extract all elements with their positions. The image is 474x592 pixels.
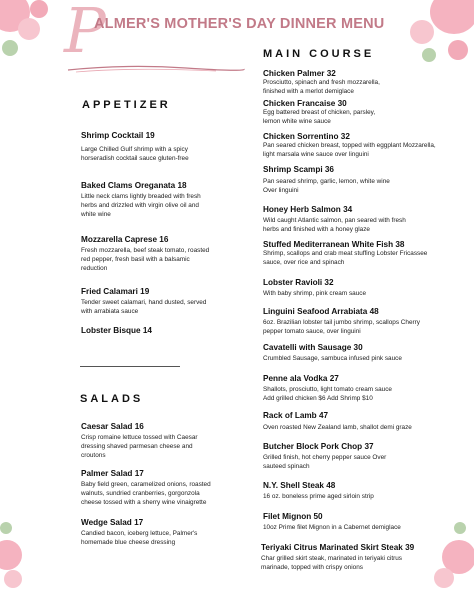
item-desc: Pan seared chicken breast, topped with eggplant Mozzarella, light marsala wine sauce over linguini — [263, 142, 436, 158]
item-name: Palmer Salad 17 — [81, 469, 144, 478]
item-name: Baked Clams Oreganata 18 — [81, 181, 187, 190]
item-desc: Fresh mozzarella, beef steak tomato, roasted red pepper, fresh basil with a balsamic reduction — [81, 247, 210, 272]
flower-decoration-bottom-left — [0, 520, 40, 592]
item-name: Filet Mignon 50 — [263, 512, 323, 521]
salads-heading: SALADS — [80, 393, 144, 405]
item-desc: Crumbled Sausage, sambuca infused pink sauce — [263, 355, 402, 362]
item-name: Honey Herb Salmon 34 — [263, 205, 353, 214]
menu-item — [263, 278, 463, 299]
item-desc: Grilled finish, hot cherry pepper sauce Over sauteed spinach — [263, 454, 387, 470]
item-name: Shrimp Cocktail 19 — [81, 131, 155, 140]
item-desc: Little neck clams lightly breaded with fresh herbs and drizzled with virgin olive oil and white wine — [81, 193, 201, 218]
item-desc: Shallots, prosciutto, light tomato cream sauce Add grilled chicken $6 Add Shrimp $10 — [263, 386, 392, 402]
item-desc: Tender sweet calamari, hand dusted, served with arrabiata sauce — [81, 299, 207, 315]
menu-item — [263, 307, 463, 337]
title-swash — [66, 62, 246, 76]
menu-item — [263, 374, 463, 404]
item-name: Chicken Francaise 30 — [263, 99, 347, 108]
menu-item — [263, 240, 463, 268]
flower-decoration-top-left — [0, 0, 60, 90]
menu-item — [261, 543, 461, 573]
item-name: Lobster Bisque 14 — [81, 326, 152, 335]
section-divider — [80, 366, 180, 367]
item-desc: 6oz. Brazilian lobster tail jumbo shrimp, scallops Cherry pepper tomato sauce, over linguini — [263, 319, 420, 335]
item-desc: Large Chilled Gulf shrimp with a spicy horseradish cocktail sauce gluten-free — [81, 146, 189, 162]
menu-item — [81, 326, 271, 335]
item-desc: Pan seared shrimp, garlic, lemon, white wine Over linguini — [263, 178, 390, 194]
menu-item — [263, 165, 463, 196]
item-desc: Egg battered breast of chicken, parsley, lemon white wine sauce — [263, 109, 376, 125]
menu-item — [263, 481, 463, 502]
menu-item — [263, 512, 463, 533]
menu-item — [263, 205, 463, 235]
item-name: Penne ala Vodka 27 — [263, 374, 339, 383]
menu-item — [81, 287, 271, 317]
item-desc: Shrimp, scallops and crab meat stuffing Lobster Fricassee sauce, over rice and spinach — [263, 250, 428, 266]
item-desc: Oven roasted New Zealand lamb, shallot demi graze — [263, 424, 412, 431]
title-initial: P — [64, 0, 106, 67]
menu-item — [81, 131, 271, 164]
menu-item — [263, 69, 463, 97]
menu-item — [81, 422, 271, 460]
item-desc: 10oz Prime filet Mignon in a Cabernet demiglace — [263, 524, 401, 531]
item-name: Wedge Salad 17 — [81, 518, 144, 527]
item-name: Lobster Ravioli 32 — [263, 278, 334, 287]
item-name: Linguini Seafood Arrabiata 48 — [263, 307, 379, 316]
item-name: Teriyaki Citrus Marinated Skirt Steak 39 — [261, 543, 415, 552]
page-title: ALMER'S MOTHER'S DAY DINNER MENU — [94, 16, 385, 32]
menu-item — [81, 469, 271, 507]
item-name: N.Y. Shell Steak 48 — [263, 481, 336, 490]
menu-item — [263, 442, 463, 472]
item-desc: Wild caught Atlantic salmon, pan seared with fresh herbs and finished with a honey glaze — [263, 217, 406, 233]
item-desc: Prosciutto, spinach and fresh mozzarella, finished with a merlot demiglace — [263, 79, 380, 95]
item-name: Fried Calamari 19 — [81, 287, 150, 296]
item-name: Shrimp Scampi 36 — [263, 165, 334, 174]
menu-item — [263, 343, 463, 364]
item-name: Stuffed Mediterranean White Fish 38 — [263, 240, 405, 249]
item-name: Chicken Sorrentino 32 — [263, 132, 350, 141]
main-course-heading: MAIN COURSE — [263, 48, 375, 60]
item-name: Rack of Lamb 47 — [263, 411, 329, 420]
menu-item — [81, 518, 271, 548]
item-name: Mozzarella Caprese 16 — [81, 235, 169, 244]
item-name: Caesar Salad 16 — [81, 422, 144, 431]
menu-item — [81, 235, 271, 273]
item-desc: 16 oz. boneless prime aged sirloin strip — [263, 493, 374, 500]
menu-item — [263, 99, 463, 127]
item-name: Butcher Block Pork Chop 37 — [263, 442, 374, 451]
item-name: Chicken Palmer 32 — [263, 69, 336, 78]
menu-item — [263, 411, 463, 433]
appetizer-heading: APPETIZER — [82, 99, 171, 111]
menu-item — [263, 132, 463, 160]
item-desc: With baby shrimp, pink cream sauce — [263, 290, 366, 297]
item-desc: Crisp romaine lettuce tossed with Caesar dressing shaved parmesan cheese and croutons — [81, 434, 198, 459]
item-desc: Char grilled skirt steak, marinated in teriyaki citrus marinade, topped with crispy onions — [261, 555, 402, 571]
menu-item — [81, 181, 271, 219]
item-desc: Candied bacon, iceberg lettuce, Palmer's homemade blue cheese dressing — [81, 530, 198, 546]
item-desc: Baby field green, caramelized onions, roasted walnuts, sundried cranberries, gorgonzola cheese tossed with a sherry wine vinaigrette — [81, 481, 211, 506]
item-name: Cavatelli with Sausage 30 — [263, 343, 363, 352]
